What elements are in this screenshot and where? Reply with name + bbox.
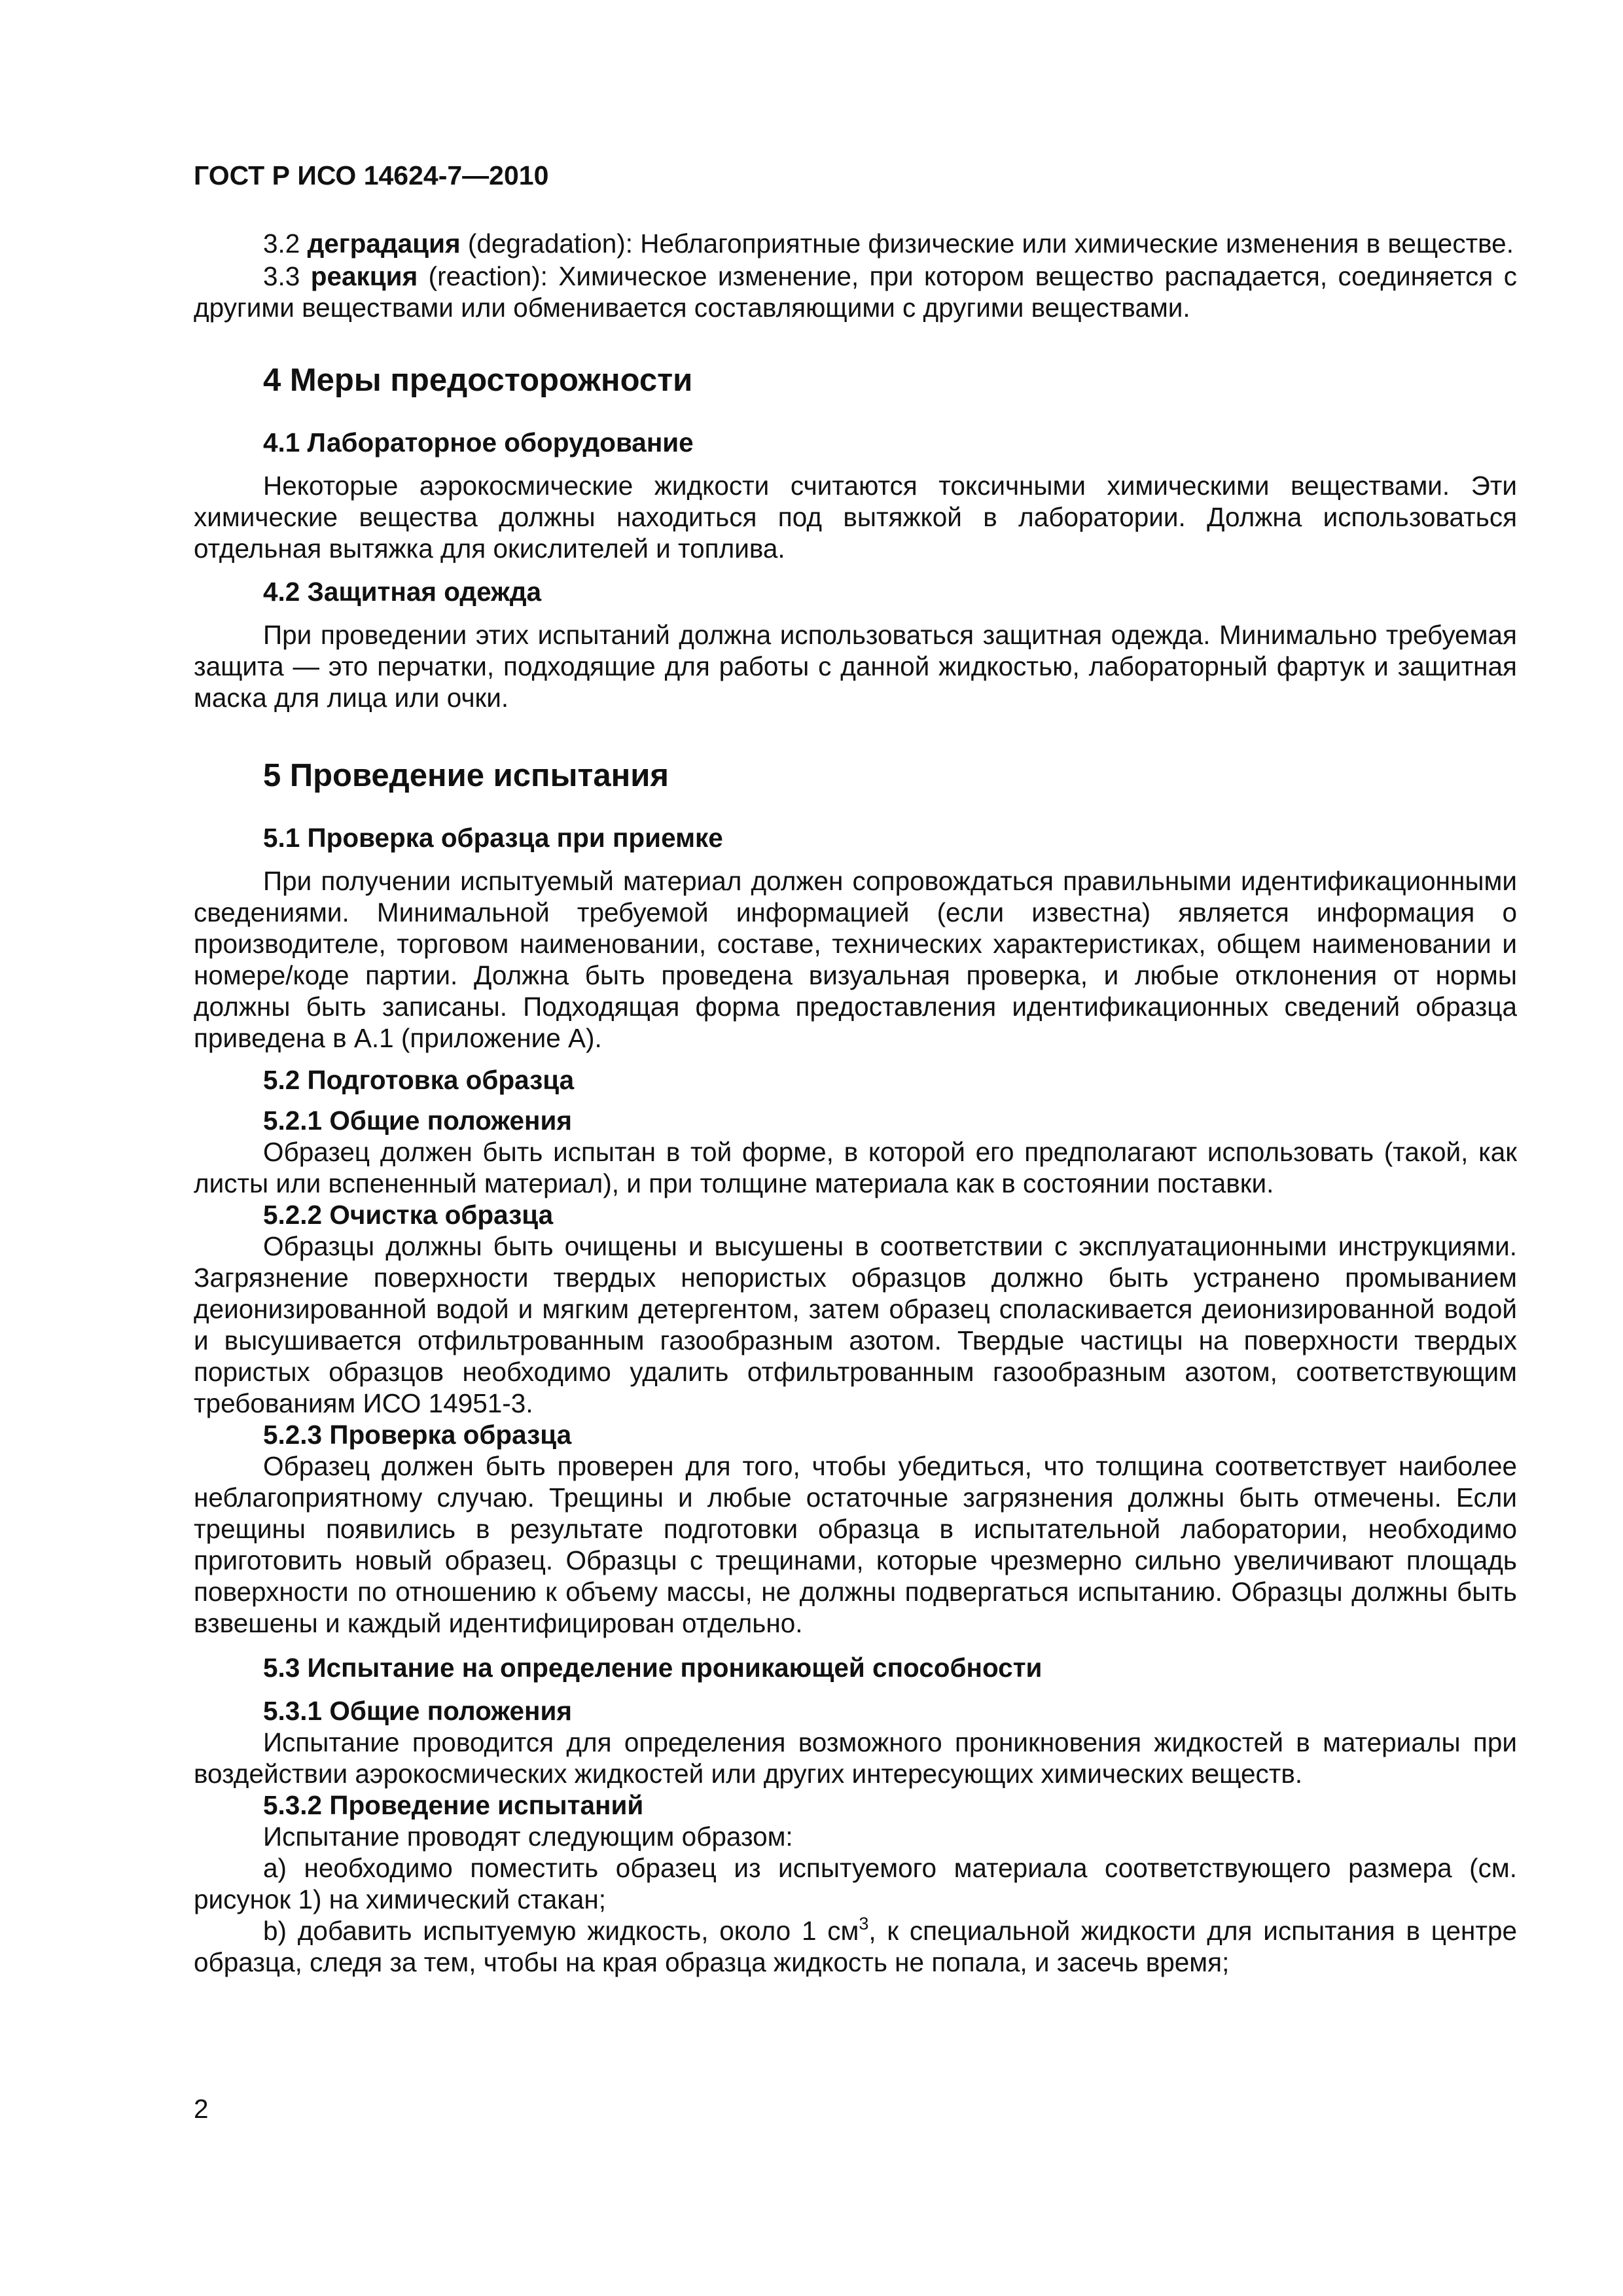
section-4-2-text: При проведении этих испытаний должна использоваться защитная одежда. Минимально требуемая защита — это перчатки, подходящие для работы с данной жидкостью, лабораторный фартук и защитная маска для лица или очки. bbox=[194, 620, 1517, 713]
term-number: 3.3 bbox=[263, 261, 300, 291]
section-5-2-2-text: Образцы должны быть очищены и высушены в соответствии с эксплуатационными инструкциями. Загрязнение поверхности твердых непористых образцов должно быть устранено промыванием деионизированной водой и мягким детергентом, затем образец споласкивается деионизированной водой и высушивается отфильтрованным газообразным азотом. Твердые частицы на поверхности твердых пористых образцов необходимо удалить отфильтрованным газообразным азотом, соответствующим требованиям ИСО 14951-3. bbox=[194, 1231, 1517, 1418]
term-definition: Неблагоприятные физические или химические изменения в веществе. bbox=[640, 228, 1514, 259]
section-5-3-title: 5.3 Испытание на определение проникающей способности bbox=[263, 1653, 1043, 1683]
term-definition: Химическое изменение, при котором вещество распадается, соединяется с другими веществами или обменивается составляющими с другими веществами. bbox=[194, 261, 1517, 323]
section-5-2-title: 5.2 Подготовка образца bbox=[263, 1065, 575, 1095]
term-degradation bbox=[194, 228, 1517, 259]
section-5-2-3-title: 5.2.3 Проверка образца bbox=[263, 1420, 572, 1450]
document-header: ГОСТ Р ИСО 14624-7—2010 bbox=[194, 160, 549, 190]
page-number: 2 bbox=[194, 2094, 209, 2124]
section-4-title: 4 Меры предосторожности bbox=[263, 363, 693, 398]
document-body bbox=[194, 228, 1517, 1978]
list-item-b-text-cont: , к специальной жидкости для испытания в центре образца, следя за тем, чтобы на края образца жидкость не попала, и засечь время; bbox=[194, 1916, 1517, 1977]
term-reaction bbox=[194, 260, 1517, 323]
superscript: 3 bbox=[859, 1914, 869, 1933]
section-5-2-1-text: Образец должен быть испытан в той форме, в которой его предполагают использовать (такой, как листы или вспененный материал), и при толщине материала как в состоянии поставки. bbox=[194, 1137, 1517, 1198]
section-5-3-1-title: 5.3.1 Общие положения bbox=[263, 1696, 572, 1726]
section-4-1-title: 4.1 Лабораторное оборудование bbox=[263, 427, 694, 457]
section-5-3-2-title: 5.3.2 Проведение испытаний bbox=[263, 1790, 644, 1820]
term-english: (degradation): bbox=[467, 228, 633, 259]
term-number: 3.2 bbox=[263, 228, 300, 259]
list-item-b bbox=[194, 1915, 1517, 1978]
section-5-title: 5 Проведение испытания bbox=[263, 758, 669, 793]
section-4-1-text: Некоторые аэрокосмические жидкости считаются токсичными химическими веществами. Эти химические вещества должны находиться под вытяжкой в лаборатории. Должна использоваться отдельная вытяжка для окислителей и топлива. bbox=[194, 471, 1517, 564]
section-5-2-2-title: 5.2.2 Очистка образца bbox=[263, 1200, 554, 1230]
section-4-2-title: 4.2 Защитная одежда bbox=[263, 577, 542, 607]
list-item-a: а) необходимо поместить образец из испытуемого материала соответствующего размера (см. рисунок 1) на химический стакан; bbox=[194, 1853, 1517, 1914]
section-5-2-1-title: 5.2.1 Общие положения bbox=[263, 1105, 572, 1136]
term-name: реакция bbox=[310, 261, 418, 291]
list-item-b-text: b) добавить испытуемую жидкость, около 1 см bbox=[263, 1916, 859, 1946]
term-english: (reaction): bbox=[428, 261, 548, 291]
section-5-3-2-intro: Испытание проводят следующим образом: bbox=[263, 1821, 793, 1852]
term-name: деградация bbox=[307, 228, 461, 259]
section-5-1-title: 5.1 Проверка образца при приемке bbox=[263, 823, 723, 853]
section-5-1-text: При получении испытуемый материал должен сопровождаться правильными идентификационными сведениями. Минимальной требуемой информацией (если известна) является информация о производителе, торговом наименовании, составе, технических характеристиках, общем наименовании и номере/коде партии. Должна быть проведена визуальная проверка, и любые отклонения от нормы должны быть записаны. Подходящая форма предоставления идентификационных сведений образца приведена в А.1 (приложение А). bbox=[194, 866, 1517, 1053]
section-5-3-1-text: Испытание проводится для определения возможного проникновения жидкостей в материалы при воздействии аэрокосмических жидкостей или других интересующих химических веществ. bbox=[194, 1727, 1517, 1789]
section-5-2-3-text: Образец должен быть проверен для того, чтобы убедиться, что толщина соответствует наиболее неблагоприятному случаю. Трещины и любые остаточные загрязнения должны быть отмечены. Если трещины появились в результате подготовки образца в испытательной лаборатории, необходимо приготовить новый образец. Образцы с трещинами, которые чрезмерно сильно увеличивают площадь поверхности по отношению к объему массы, не должны подвергаться испытанию. Образцы должны быть взвешены и каждый идентифицирован отдельно. bbox=[194, 1451, 1517, 1638]
